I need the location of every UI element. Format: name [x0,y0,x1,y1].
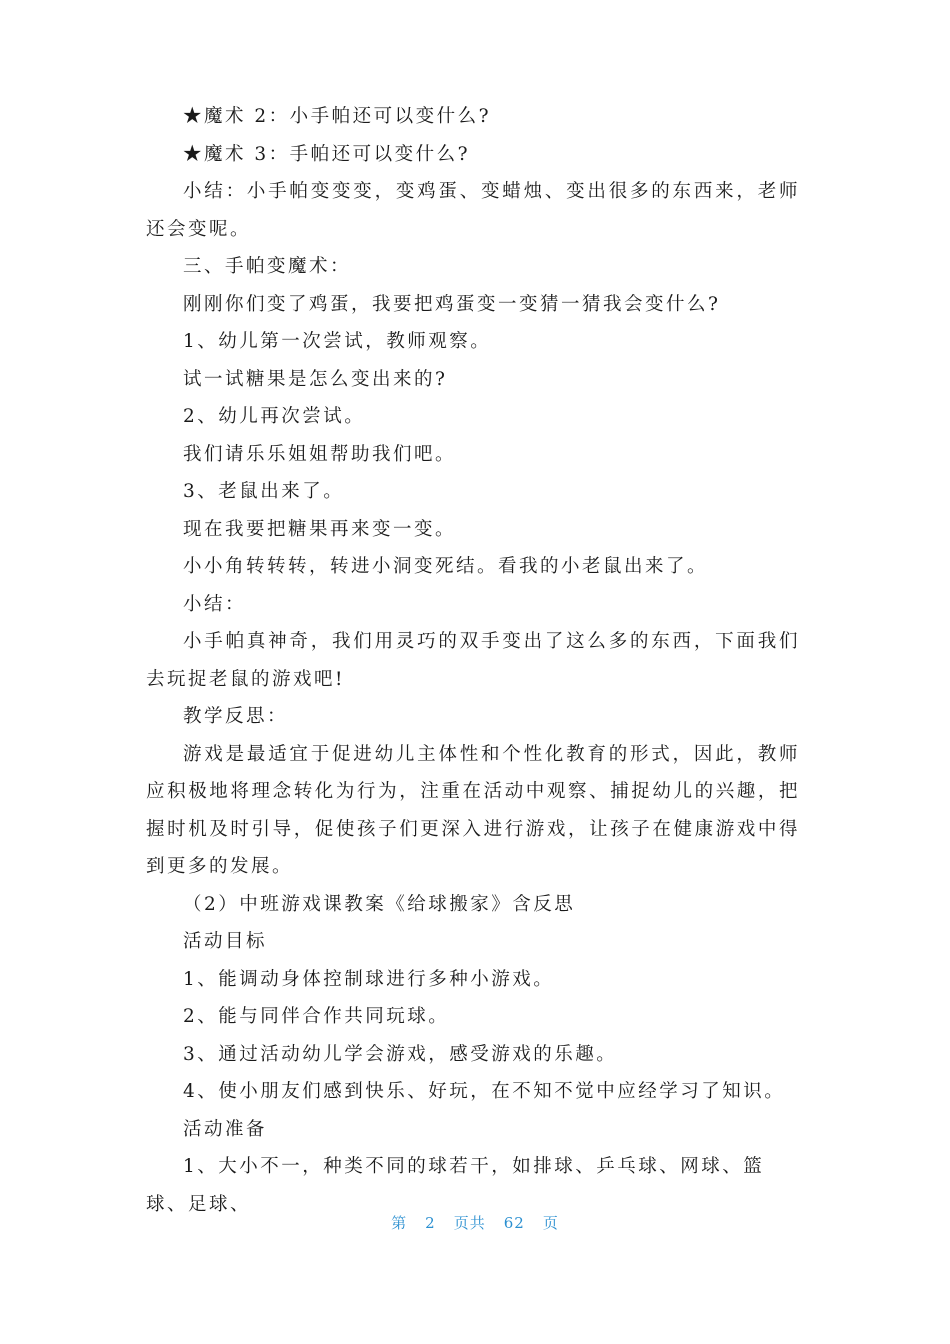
paragraph: 小结：小手帕变变变，变鸡蛋、变蜡烛、变出很多的东西来，老师还会变呢。 [146,181,800,240]
paragraph: 2、幼儿再次尝试。 [183,406,366,427]
paragraph: 4、使小朋友们感到快乐、好玩，在不知不觉中应经学习了知识。 [183,1081,786,1102]
section-heading: （2）中班游戏课教案《给球搬家》含反思 [183,893,576,915]
paragraph: 1、能调动身体控制球进行多种小游戏。 [183,968,555,990]
paragraph: ★魔术 2：小手帕还可以变什么? [183,106,492,127]
footer-suffix: 页 [542,1214,559,1232]
paragraph: 1、幼儿第一次尝试，教师观察。 [183,331,492,352]
paragraph: 1、大小不一，种类不同的球若干，如排球、乒乓球、网球、篮球、足球、 [146,1156,765,1215]
section-heading: 活动准备 [183,1118,268,1140]
paragraph: 刚刚你们变了鸡蛋，我要把鸡蛋变一变猜一猜我会变什么? [183,293,721,315]
paragraph: 2、能与同伴合作共同玩球。 [183,1006,450,1027]
document-body [146,98,800,1223]
section-heading: 三、手帕变魔术： [183,256,352,277]
footer-prefix: 第 [391,1214,408,1232]
total-pages-number: 62 [503,1214,525,1232]
paragraph: ★魔术 3：手帕还可以变什么? [183,143,471,165]
paragraph: 小手帕真神奇，我们用灵巧的双手变出了这么多的东西，下面我们去玩捉老鼠的游戏吧! [146,631,800,690]
paragraph: 3、通过活动幼儿学会游戏，感受游戏的乐趣。 [183,1043,618,1065]
paragraph: 3、老鼠出来了。 [183,481,345,502]
page-footer [0,1212,950,1233]
paragraph: 小小角转转转，转进小洞变死结。看我的小老鼠出来了。 [183,556,709,577]
section-heading: 活动目标 [183,931,268,952]
paragraph: 现在我要把糖果再来变一变。 [183,518,457,540]
paragraph: 我们请乐乐姐姐帮助我们吧。 [183,443,457,465]
paragraph: 试一试糖果是怎么变出来的? [183,368,448,390]
paragraph: 小结： [183,593,247,615]
paragraph: 游戏是最适宜于促进幼儿主体性和个性化教育的形式，因此，教师应积极地将理念转化为行为，注重在活动中观察、捕捉幼儿的兴趣，把握时机及时引导，促使孩子们更深入进行游戏，让孩子在健康游戏中得到更多的发展。 [146,743,800,877]
current-page-number: 2 [425,1214,436,1232]
footer-middle: 页共 [453,1214,486,1232]
section-heading: 教学反思： [183,706,289,727]
